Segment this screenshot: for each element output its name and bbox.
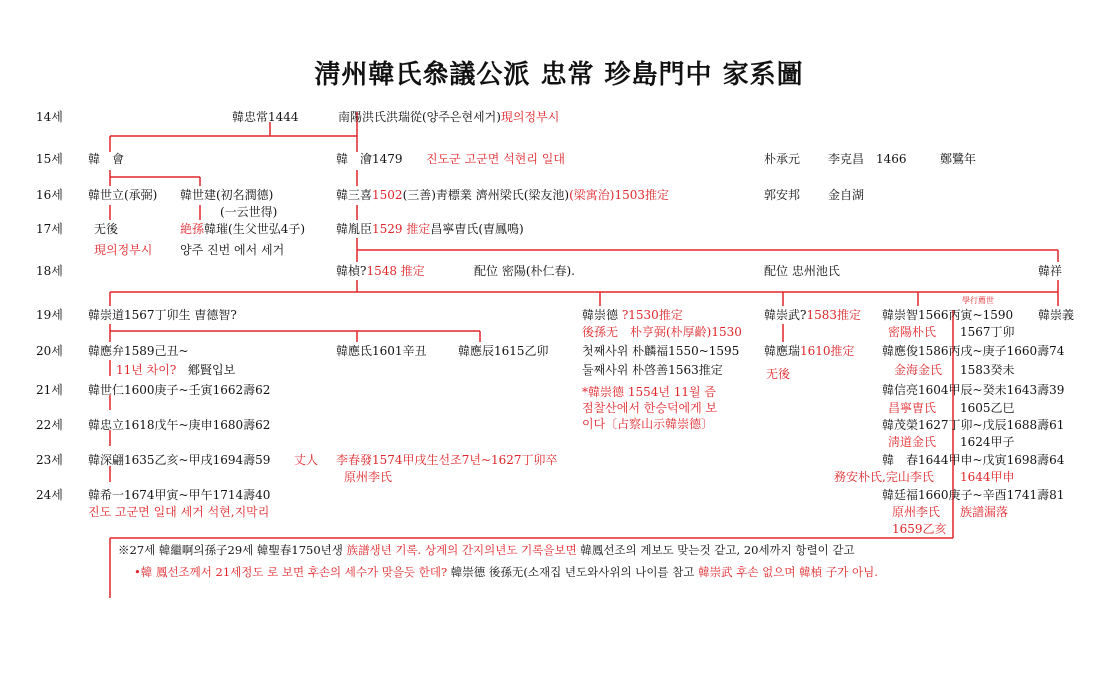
- person-line: [336, 188, 669, 202]
- person-name: 韓崇德: [582, 308, 619, 322]
- person-note: 양주 진번 에서 세거: [180, 243, 285, 257]
- red-note: 1659乙亥: [892, 522, 947, 536]
- generation-label: 21세: [36, 383, 63, 397]
- red-note: 점찰산에서 한승덕에게 보: [582, 401, 718, 415]
- person-name: 韓祥: [1038, 264, 1063, 278]
- generation-label: 17세: [36, 222, 63, 236]
- person-name: 韓希一1674甲寅~甲午1714壽40: [88, 488, 271, 502]
- red-note: 진도군 고군면 석현리 일대: [426, 152, 565, 166]
- red-note: 務安朴氏,完山李氏: [834, 470, 934, 484]
- footnote-text: 韓崇德 後孫无(소재집 년도와사위의 나이를 참고: [450, 565, 695, 579]
- person-name: 金自湖: [828, 188, 865, 202]
- red-note: 金海金氏: [894, 363, 943, 377]
- generation-label: 18세: [36, 264, 63, 278]
- person-name: 韓廷福1660庚子~辛酉1741壽81: [882, 488, 1065, 502]
- red-note: 原州李氏: [892, 505, 941, 519]
- person-name: 韓深翩1635乙亥~甲戌1694壽59: [88, 453, 271, 467]
- person-note: 첫째사위 朴麟福1550~1595: [582, 344, 740, 358]
- person-note: 1605乙巳: [960, 401, 1015, 415]
- person-name: 韓璀(生父世弘4子): [204, 222, 306, 236]
- person-name: 韓應瑞: [764, 344, 801, 358]
- person-note: 鄕賢입보: [188, 363, 236, 377]
- person-name: 韓 澮1479: [336, 152, 403, 166]
- red-note: 丈人: [294, 453, 319, 467]
- person-note: 1583癸未: [960, 363, 1015, 377]
- person-line: [764, 308, 861, 322]
- red-note: ?1530推定: [621, 308, 683, 322]
- red-note: 絶孫: [180, 222, 205, 236]
- person-name: 韓楨?: [336, 264, 367, 278]
- red-note: 이다〔占察山示韓崇德〕: [582, 417, 714, 431]
- person-name: 韓崇智1566丙寅~1590: [882, 308, 1014, 322]
- red-note: 1610推定: [800, 344, 855, 358]
- red-note: 1644甲申: [960, 470, 1015, 484]
- generation-label: 20세: [36, 344, 63, 358]
- red-note: 族譜생년 기록. 상계의 간지의년도 기록을보면: [346, 543, 577, 557]
- person-name: 韓崇義: [1038, 308, 1075, 322]
- red-note: 韓崇武 후손 없으며 韓楨 子가 아님.: [698, 565, 878, 579]
- person-note: (三善)靑標業 濟州梁氏(梁友池): [402, 188, 570, 202]
- generation-label: 14세: [36, 110, 63, 124]
- person-note: 둘째사위 朴啓善1563推定: [582, 363, 723, 377]
- red-note: 學行薦世: [962, 296, 994, 305]
- red-note: 李春發1574甲戌生선조7년~1627丁卯卒: [336, 453, 558, 467]
- person-line: [336, 222, 524, 236]
- person-line: [764, 344, 855, 358]
- person-name: 韓信亮1604甲辰~癸未1643壽39: [882, 383, 1065, 397]
- person-name: 韓 春1644甲申~戊寅1698壽64: [882, 453, 1065, 467]
- red-note: 昌寧曺氏: [888, 401, 937, 415]
- person-note: 无後: [94, 222, 119, 236]
- red-note: (梁寓治)1503推定: [569, 188, 670, 202]
- person-line: [336, 264, 425, 278]
- red-note: 原州李氏: [344, 470, 393, 484]
- person-name: 朴承元: [764, 152, 801, 166]
- spouse-note: [338, 110, 559, 124]
- person-name: 韓 會: [88, 152, 125, 166]
- person-name: 韓應辰1615乙卯: [458, 344, 549, 358]
- person-name: 韓忠常1444: [232, 110, 299, 124]
- person-name: 韓三喜: [336, 188, 373, 202]
- footnote: [118, 543, 855, 557]
- footnote: [134, 565, 878, 579]
- generation-label: 23세: [36, 453, 63, 467]
- person-name: 韓應俊1586丙戌~庚子1660壽74: [882, 344, 1065, 358]
- footnote-text: ※27세 韓繼啊의孫子29세 韓聖春1750년생: [118, 543, 343, 557]
- red-note: 現의정부시: [500, 110, 560, 124]
- spouse-note: 配位 忠州池氏: [764, 264, 840, 278]
- person-note: 昌寧曺氏(曺鳳鳴): [430, 222, 524, 236]
- person-name: 韓崇道1567丁卯生 曺德智?: [88, 308, 237, 322]
- red-note: 진도 고군면 일대 세거 석현,지막리: [88, 505, 270, 519]
- person-note: 1624甲子: [960, 435, 1015, 449]
- red-note: 1502: [372, 188, 403, 202]
- red-note: *韓崇德 1554년 11월 즘: [582, 385, 717, 399]
- person-line: [582, 308, 683, 322]
- red-note: 現의정부시: [94, 243, 153, 257]
- person-name: 韓世仁1600庚子~壬寅1662壽62: [88, 383, 271, 397]
- generation-label: 22세: [36, 418, 63, 432]
- person-name: 韓崇武?: [764, 308, 807, 322]
- footnote-text: 韓鳳선조의 계보도 맞는것 같고, 20세까지 항렬이 같고: [580, 543, 855, 557]
- red-note: 族譜漏落: [960, 505, 1009, 519]
- red-note: 密陽朴氏: [888, 325, 937, 339]
- spouse-text: 南陽洪氏洪瑞從(양주은현세거): [338, 110, 501, 124]
- red-note: 後孫无 朴亨弼(朴厚齡)1530: [582, 325, 742, 339]
- person-name: 鄭鷺年: [940, 152, 977, 166]
- person-name: 李克昌 1466: [828, 152, 907, 166]
- generation-label: 16세: [36, 188, 63, 202]
- generation-label: 24세: [36, 488, 63, 502]
- person-name: 韓世立(承弼): [88, 188, 158, 202]
- person-name: 韓應氐1601辛丑: [336, 344, 427, 358]
- person-name: 韓忠立1618戊午~庚申1680壽62: [88, 418, 271, 432]
- red-note: •韓 鳳선조께서 21세정도 로 보면 후손의 세수가 맞을듯 한데?: [134, 565, 448, 579]
- spouse-note: 配位 密陽(朴仁春).: [474, 264, 575, 278]
- person-line: [180, 222, 305, 236]
- person-name: 韓應弁1589己丑~: [88, 344, 189, 358]
- person-name: 郭安邦: [764, 188, 801, 202]
- red-note: 1583推定: [806, 308, 861, 322]
- red-note: 1548 推定: [366, 264, 425, 278]
- person-note: (一云世得): [220, 205, 278, 219]
- red-note: 1529 推定: [372, 222, 431, 236]
- person-note: 1567丁卯: [960, 325, 1015, 339]
- person-name: 韓世建(初名潤德): [180, 188, 274, 202]
- generation-label: 19세: [36, 308, 63, 322]
- red-note: 淸道金氏: [888, 435, 937, 449]
- red-note: 11년 차이?: [116, 363, 177, 377]
- page-title: 淸州韓氏叅議公派 忠常 珍島門中 家系圖: [314, 60, 804, 90]
- person-name: 韓胤臣: [336, 222, 373, 236]
- person-name: 韓茂榮1627丁卯~戊辰1688壽61: [882, 418, 1065, 432]
- red-note: 无後: [766, 367, 791, 381]
- generation-label: 15세: [36, 152, 63, 166]
